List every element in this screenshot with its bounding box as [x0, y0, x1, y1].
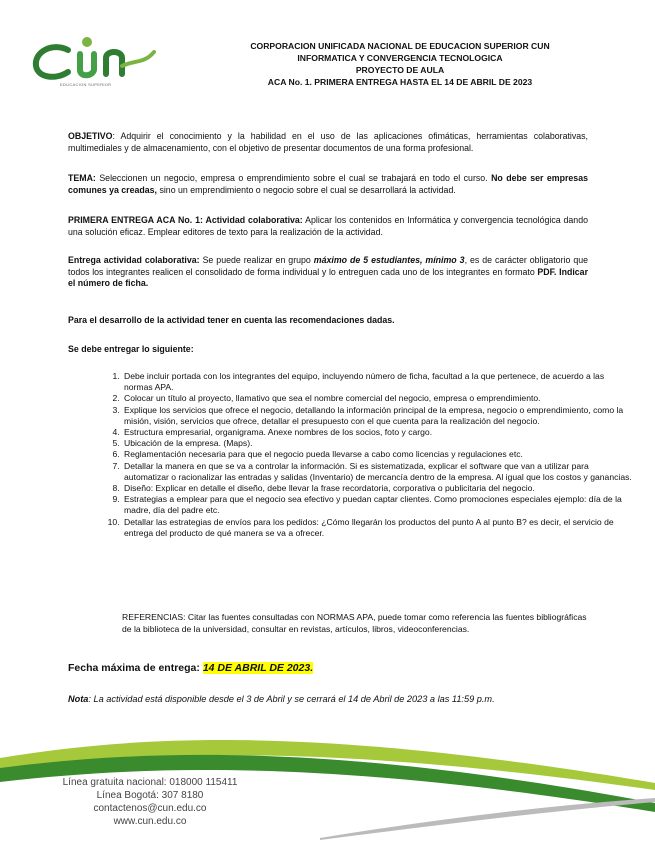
nota-paragraph [68, 694, 495, 704]
requirements-list [82, 371, 632, 539]
list-item: 6. Reglamentación necesaria para que el negocio pueda llevarse a cabo como licencias y regulaciones etc. [122, 449, 632, 460]
se-debe-entregar: Se debe entregar lo siguiente: [68, 344, 194, 354]
objetivo-text: : Adquirir el conocimiento y la habilidad en el uso de las aplicaciones ofimáticas, herramientas colaborativas, multimediales y de almacenamiento, con el objetivo de presentar documentos de una forma profesional. [68, 131, 588, 153]
referencias-paragraph: REFERENCIAS: Citar las fuentes consultadas con NORMAS APA, puede tomar como referencia las fuentes bibliográficas de la biblioteca de la universidad, consultar en revistas, artículos, libros, videoconferencias. [122, 612, 587, 634]
header-deadline: ACA No. 1. PRIMERA ENTREGA HASTA EL 14 DE ABRIL DE 2023 [267, 77, 533, 87]
objetivo-label: OBJETIVO [68, 131, 113, 141]
document-header [0, 0, 655, 100]
footer-contact [0, 776, 300, 828]
tema-label: TEMA: [68, 173, 96, 183]
primera-text: Aplicar los contenidos en Informática y convergencia tecnológica dando una solución eficaz. Emplear editores de texto para la realización de la actividad. [68, 215, 588, 237]
footer-line-bogota: Línea Bogotá: 307 8180 [96, 790, 204, 801]
entrega-text: Se puede realizar en grupo [199, 255, 314, 265]
entrega-bi: máximo de 5 estudiantes, mínimo 3 [313, 255, 465, 265]
entrega-paragraph [68, 255, 588, 290]
fecha-label: Fecha máxima de entrega: [68, 662, 203, 674]
header-institution: CORPORACION UNIFICADA NACIONAL DE EDUCACION SUPERIOR CUN [250, 41, 550, 51]
list-item: 5. Ubicación de la empresa. (Maps). [122, 438, 632, 449]
footer-line-toll-free: Línea gratuita nacional: 018000 115411 [62, 777, 238, 788]
para-desarrollo: Para el desarrollo de la actividad tener en cuenta las recomendaciones dadas. [68, 315, 395, 325]
list-item: 3. Explique los servicios que ofrece el negocio, detallando la información principal de la empresa, negocio o emprendimiento, como la misión, visión, servicios que ofrece, detallar el presupuesto con el que cuenta para la realización del negocio. [122, 405, 632, 427]
list-item: 2. Colocar un título al proyecto, llamativo que sea el nombre comercial del negocio, empresa o emprendimiento. [122, 393, 632, 404]
list-item: 4. Estructura empresarial, organigrama. Anexe nombres de los socios, foto y cargo. [122, 427, 632, 438]
entrega-text2: , es de carácter obligatorio que todos los integrantes realicen el consolidado de forma individual y lo entreguen cada uno de los integrantes en formato [68, 255, 588, 277]
tema-paragraph [68, 173, 588, 196]
fecha-value: 14 DE ABRIL DE 2023. [202, 662, 314, 674]
nota-text: : La actividad está disponible desde el 3 de Abril y se cerrará el 14 de Abril de 2023 a las 11:59 p.m. [88, 694, 495, 704]
primera-label2: Actividad colaborativa: [205, 215, 303, 225]
logo-tagline: EDUCACION SUPERIOR [60, 82, 112, 87]
objetivo-paragraph [68, 131, 588, 154]
list-item: 8. Diseño: Explicar en detalle el diseño, debe llevar la frase recordatoria, corporativa o publicitaria del negocio. [122, 483, 632, 494]
fecha-maxima [68, 662, 313, 674]
tema-text2: sino un emprendimiento o negocio sobre el cual se desarrollará la actividad. [157, 184, 456, 195]
list-item: 10. Detallar las estrategias de envíos para los pedidos: ¿Cómo llegarán los productos del punto A al punto B? es decir, el servicio de entrega del producto de qué manera se va a ofrecer. [122, 517, 632, 539]
primera-sep: : [199, 215, 206, 225]
list-item: 9. Estrategias a emplear para que el negocio sea efectivo y puedan captar clientes. Como promociones especiales ejemplo: día de la madre, día del padre etc. [122, 494, 632, 516]
tema-bold: No debe ser empresas comunes ya creadas, [68, 173, 588, 195]
tema-text: Seleccionen un negocio, empresa o emprendimiento sobre el cual se trabajará en todo el curso. [95, 173, 492, 183]
list-item: 7. Detallar la manera en que se va a controlar la información. Si es sistematizada, explicar el software que van a utilizar para automatizar o racionalizar las entradas y salidas (Inventario) de mercancía dentro de la empresa. Al igual que los costos y ganancias. [122, 461, 632, 483]
cun-logo [30, 30, 160, 90]
nota-label: Nota [68, 694, 89, 704]
entrega-label: Entrega actividad colaborativa: [68, 255, 200, 265]
list-item: 1. Debe incluir portada con los integrantes del equipo, incluyendo número de ficha, facultad a la que pertenece, de acuerdo a las normas APA. [122, 371, 632, 393]
header-program: INFORMATICA Y CONVERGENCIA TECNOLOGICA [297, 53, 503, 63]
footer-email: contactenos@cun.edu.co [93, 803, 207, 814]
header-project: PROYECTO DE AULA [355, 65, 445, 75]
primera-label: PRIMERA ENTREGA ACA No. 1 [68, 215, 200, 225]
primera-entrega-paragraph [68, 215, 588, 238]
entrega-pdf: PDF. Indicar el número de ficha. [68, 266, 589, 289]
footer-website: www.cun.edu.co [113, 816, 187, 827]
